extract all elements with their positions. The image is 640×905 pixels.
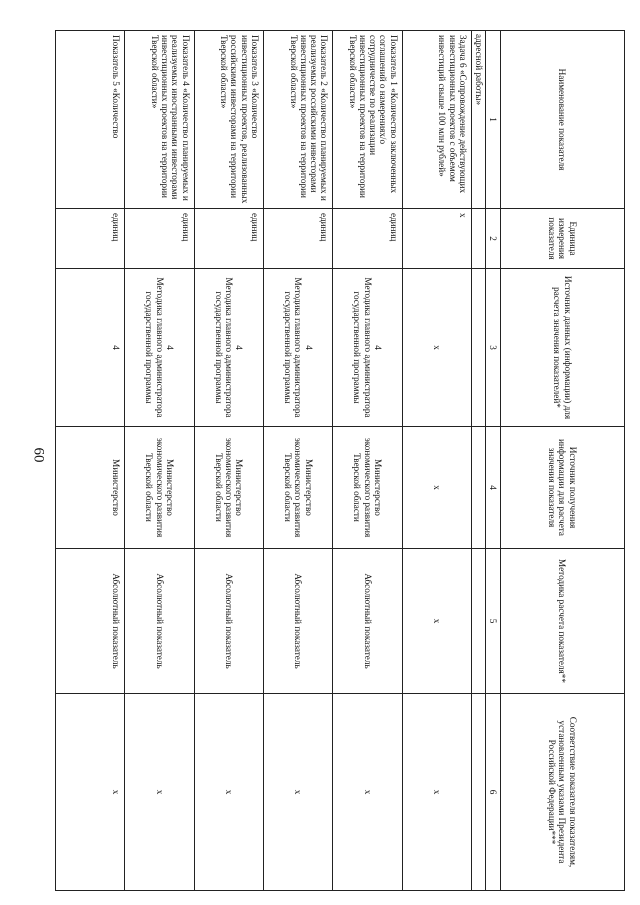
cell-name: Показатель 3 «Количество инвестиционных проектов, реализованных российскими инвесторами на территории Тверской области» <box>194 31 263 209</box>
cell-info-source: Министерство экономического развития Тверской области <box>194 427 263 549</box>
cell-unit: единиц <box>264 209 333 269</box>
cell-method: Абсолютный показатель <box>333 549 402 694</box>
column-number: 5 <box>486 549 500 694</box>
cell-data-source: x <box>402 269 471 427</box>
continuation-row <box>472 31 486 891</box>
header-cell-info-source: Источник получения информации для расчета значения показателя <box>500 427 624 549</box>
cell-unit: единиц <box>194 209 263 269</box>
cell-info-source: x <box>402 427 471 549</box>
column-number: 1 <box>486 31 500 209</box>
column-number: 3 <box>486 269 500 427</box>
table-row <box>264 31 333 891</box>
cell-name: Показатель 5 «Количество <box>56 31 125 209</box>
cell-data-source: 4 Методика главного администратора государственной программы <box>333 269 402 427</box>
header-cell-name: Наименование показателя <box>500 31 624 209</box>
header-cell-unit: Единица измерения показателя <box>500 209 624 269</box>
cell-data-source: 4 Методика главного администратора государственной программы <box>125 269 194 427</box>
cell-name: Задача 6 «Сопровождение действующих инвестиционных проектов с объемом инвестиций свыше 100 млн рублей» <box>402 31 471 209</box>
cell-method: Абсолютный показатель <box>125 549 194 694</box>
cell-unit: x <box>402 209 471 269</box>
cell-method: Абсолютный показатель <box>194 549 263 694</box>
table-row <box>125 31 194 891</box>
cell-compliance: x <box>264 694 333 891</box>
cell-data-source: 4 Методика главного администратора государственной программы <box>194 269 263 427</box>
column-number: 4 <box>486 427 500 549</box>
table-row <box>333 31 402 891</box>
rotated-table-container <box>55 30 625 890</box>
indicators-table <box>55 30 625 891</box>
page-number: 60 <box>30 447 47 463</box>
continuation-text: адресной работы» <box>472 31 486 209</box>
cell-info-source: Министерство экономического развития Тверской области <box>125 427 194 549</box>
cell-name: Показатель 2 «Количество планируемых и реализуемых российскими инвесторами инвестиционных проектов на территории Тверской области» <box>264 31 333 209</box>
cell-unit: единиц <box>125 209 194 269</box>
header-cell-method: Методика расчета показателя** <box>500 549 624 694</box>
cell-compliance: x <box>194 694 263 891</box>
cell-data-source: 4 <box>56 269 125 427</box>
column-number: 2 <box>486 209 500 269</box>
header-cell-compliance: Соответствие показателя показателям, установленным указами Президента Российской Федерации*** <box>500 694 624 891</box>
cell-info-source: Министерство экономического развития Тверской области <box>264 427 333 549</box>
cell-compliance: x <box>56 694 125 891</box>
table-row <box>56 31 125 891</box>
cell-method: x <box>402 549 471 694</box>
column-number: 6 <box>486 694 500 891</box>
cell-name: Показатель 1 «Количество заключенных соглашений о намерениях/о сотрудничестве по реализации инвестиционных проектов на территории Тверской области» <box>333 31 402 209</box>
cell-compliance: x <box>125 694 194 891</box>
header-cell-data-source: Источник данных (информации) для расчета значения показателей* <box>500 269 624 427</box>
cell-unit: единиц <box>333 209 402 269</box>
cell-data-source: 4 Методика главного администратора государственной программы <box>264 269 333 427</box>
table-row <box>194 31 263 891</box>
table-row <box>402 31 471 891</box>
cell-name: Показатель 4 «Количество планируемых и реализуемых иностранными инвесторами инвестиционных проектов на территории Тверской области» <box>125 31 194 209</box>
column-number-row <box>486 31 500 891</box>
cell-compliance: x <box>333 694 402 891</box>
cell-compliance: x <box>402 694 471 891</box>
cell-info-source: Министерство <box>56 427 125 549</box>
cell-method: Абсолютный показатель <box>56 549 125 694</box>
cell-method: Абсолютный показатель <box>264 549 333 694</box>
cell-unit: единиц <box>56 209 125 269</box>
cell-info-source: Министерство экономического развития Тверской области <box>333 427 402 549</box>
header-row <box>500 31 624 891</box>
